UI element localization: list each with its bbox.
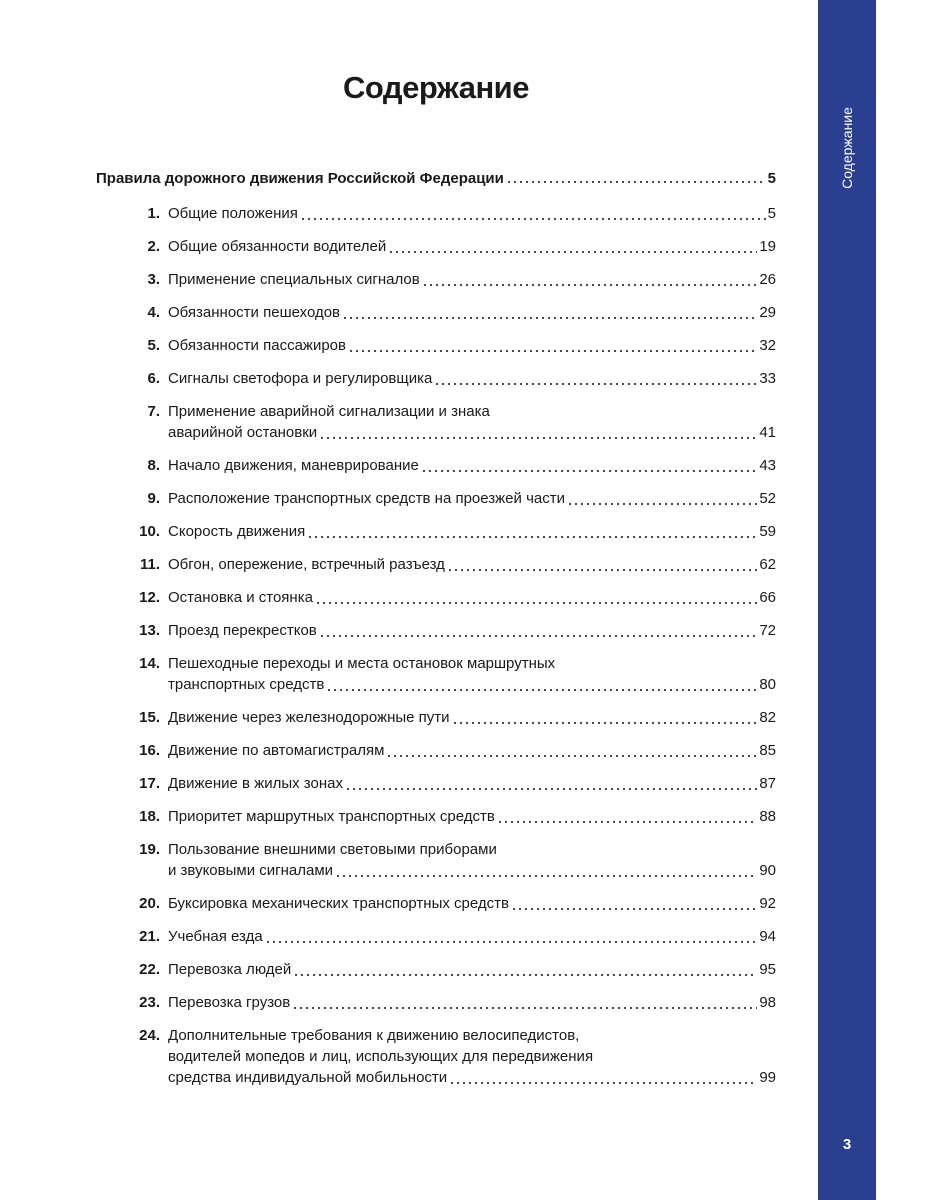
toc-entry-last-line xyxy=(168,674,776,695)
dot-leader xyxy=(449,1082,757,1084)
toc-entry-page: 59 xyxy=(759,523,776,540)
toc-entry-body xyxy=(168,926,776,947)
toc-entry[interactable] xyxy=(96,926,776,947)
toc-entry[interactable] xyxy=(96,959,776,980)
toc-entry-title-line: Учебная езда xyxy=(168,928,263,945)
toc-entry-page: 99 xyxy=(759,1069,776,1086)
toc-entry-body xyxy=(168,959,776,980)
dot-leader xyxy=(567,503,757,505)
dot-leader xyxy=(388,251,757,253)
toc-entry-page: 98 xyxy=(759,994,776,1011)
toc-entry-page: 19 xyxy=(759,238,776,255)
toc-entry-title-line: Общие положения xyxy=(168,205,298,222)
toc-entry-page: 80 xyxy=(759,676,776,693)
toc-entry-number: 16. xyxy=(139,742,160,759)
dot-leader xyxy=(452,722,758,724)
toc-entry[interactable] xyxy=(96,740,776,761)
toc-entry-page: 5 xyxy=(767,205,776,222)
dot-leader xyxy=(511,908,757,910)
toc-entry[interactable] xyxy=(96,302,776,323)
toc-entry-body xyxy=(168,587,776,608)
toc-entry-body xyxy=(168,269,776,290)
toc-entry-last-line xyxy=(168,302,776,323)
toc-entry-body xyxy=(168,620,776,641)
side-tab-label: Содержание xyxy=(839,107,855,189)
dot-leader xyxy=(497,821,757,823)
toc-entry-body xyxy=(168,203,776,224)
toc-entry-number: 8. xyxy=(147,457,160,474)
toc-entry[interactable] xyxy=(96,488,776,509)
toc-entry-last-line xyxy=(168,1067,776,1088)
toc-part-entry[interactable] xyxy=(96,157,776,187)
toc-entry[interactable] xyxy=(96,554,776,575)
toc-entry-number: 3. xyxy=(147,271,160,288)
toc-entry-number: 10. xyxy=(139,523,160,540)
toc-entry-number: 20. xyxy=(139,895,160,912)
toc-entry-body xyxy=(168,302,776,323)
toc-entry-page: 33 xyxy=(759,370,776,387)
toc-entry-body xyxy=(168,773,776,794)
toc-entry[interactable] xyxy=(96,368,776,389)
toc-entry-number: 24. xyxy=(139,1027,160,1044)
toc-entry-number: 5. xyxy=(147,337,160,354)
dot-leader xyxy=(319,635,758,637)
toc-entry-number: 18. xyxy=(139,808,160,825)
toc-entry-number: 12. xyxy=(139,589,160,606)
toc-entry-body xyxy=(168,1025,776,1088)
toc-entry-page: 72 xyxy=(759,622,776,639)
dot-leader xyxy=(300,218,766,220)
toc-entry-last-line xyxy=(168,926,776,947)
toc-entry-title-line: аварийной остановки xyxy=(168,424,318,441)
toc-entry-title-line: Применение аварийной сигнализации и знака xyxy=(168,403,490,420)
toc-entry-last-line xyxy=(168,959,776,980)
toc-entry-last-line xyxy=(168,455,776,476)
toc-entry-page: 41 xyxy=(759,424,776,441)
dot-leader xyxy=(386,755,757,757)
table-of-contents xyxy=(96,157,776,1100)
toc-part-title: Правила дорожного движения Российской Федерации xyxy=(96,170,504,187)
toc-entry-title-line: Начало движения, маневрирование xyxy=(168,457,419,474)
toc-entry-body xyxy=(168,839,776,881)
toc-entry-title-line: Общие обязанности водителей xyxy=(168,238,387,255)
toc-entry[interactable] xyxy=(96,401,776,443)
dot-leader xyxy=(422,284,758,286)
toc-entry[interactable] xyxy=(96,707,776,728)
dot-leader xyxy=(348,350,757,352)
toc-entry-last-line xyxy=(168,860,776,881)
toc-entry-body xyxy=(168,554,776,575)
toc-entry[interactable] xyxy=(96,455,776,476)
dot-leader xyxy=(447,569,757,571)
toc-entry-page: 87 xyxy=(759,775,776,792)
toc-entry-title-line: Дополнительные требования к движению велосипедистов, xyxy=(168,1027,580,1044)
dot-leader xyxy=(319,437,757,439)
toc-entry-title-line: Обгон, опережение, встречный разъезд xyxy=(168,556,445,573)
dot-leader xyxy=(265,941,758,943)
toc-entry-number: 9. xyxy=(147,490,160,507)
toc-entry-body xyxy=(168,335,776,356)
toc-entry[interactable] xyxy=(96,236,776,257)
toc-entry-title-line: Пользование внешними световыми приборами xyxy=(168,841,497,858)
toc-entry-body xyxy=(168,653,776,695)
toc-part-page: 5 xyxy=(767,170,776,187)
dot-leader xyxy=(421,470,757,472)
toc-entry-page: 95 xyxy=(759,961,776,978)
dot-leader xyxy=(434,383,757,385)
toc-entry-body xyxy=(168,455,776,476)
toc-entry-title-line: Проезд перекрестков xyxy=(168,622,317,639)
dot-leader xyxy=(307,536,757,538)
toc-entry-page: 32 xyxy=(759,337,776,354)
toc-entry-page: 82 xyxy=(759,709,776,726)
toc-entry-title-line: Перевозка грузов xyxy=(168,994,291,1011)
toc-entry[interactable] xyxy=(96,620,776,641)
toc-entry-last-line xyxy=(168,992,776,1013)
dot-leader xyxy=(326,689,757,691)
toc-entry[interactable] xyxy=(96,839,776,881)
toc-entry-page: 26 xyxy=(759,271,776,288)
toc-entry-page: 29 xyxy=(759,304,776,321)
toc-entry[interactable] xyxy=(96,806,776,827)
toc-entry-page: 94 xyxy=(759,928,776,945)
toc-entry[interactable] xyxy=(96,992,776,1013)
toc-entry-page: 66 xyxy=(759,589,776,606)
toc-entry-number: 19. xyxy=(139,841,160,858)
toc-entry-page: 90 xyxy=(759,862,776,879)
toc-entry-last-line xyxy=(168,269,776,290)
toc-entry-number: 11. xyxy=(139,556,160,573)
toc-entry-title-line: водителей мопедов и лиц, использующих для передвижения xyxy=(168,1048,594,1065)
toc-entry-number: 1. xyxy=(147,205,160,222)
toc-entry[interactable] xyxy=(96,653,776,695)
toc-entry-last-line xyxy=(168,806,776,827)
toc-entry-body xyxy=(168,521,776,542)
dot-leader xyxy=(292,1007,757,1009)
toc-entry-last-line xyxy=(168,521,776,542)
toc-entry-page: 88 xyxy=(759,808,776,825)
toc-entry-title-line: Пешеходные переходы и места остановок маршрутных xyxy=(168,655,556,672)
toc-entry-title-line: средства индивидуальной мобильности xyxy=(168,1069,448,1086)
toc-entry-title-line: Применение специальных сигналов xyxy=(168,271,420,288)
dot-leader xyxy=(315,602,757,604)
toc-entry-page: 92 xyxy=(759,895,776,912)
toc-entry[interactable] xyxy=(96,893,776,914)
toc-entry-title-line: Буксировка механических транспортных средств xyxy=(168,895,509,912)
toc-entry[interactable] xyxy=(96,203,776,224)
toc-entry-last-line xyxy=(168,203,776,224)
toc-entry-title-line: Скорость движения xyxy=(168,523,306,540)
toc-entry-title-line: Обязанности пассажиров xyxy=(168,337,346,354)
toc-entry-title-line: Обязанности пешеходов xyxy=(168,304,341,321)
dot-leader xyxy=(293,974,757,976)
toc-entry[interactable] xyxy=(96,335,776,356)
toc-entry-body xyxy=(168,707,776,728)
toc-entry-page: 52 xyxy=(759,490,776,507)
toc-entry-page: 43 xyxy=(759,457,776,474)
toc-entry-last-line xyxy=(168,620,776,641)
toc-entry-last-line xyxy=(168,488,776,509)
toc-entry-last-line xyxy=(168,554,776,575)
toc-entry[interactable] xyxy=(96,269,776,290)
side-tab xyxy=(818,0,876,1200)
dot-leader xyxy=(342,317,757,319)
toc-entry-body xyxy=(168,488,776,509)
toc-entry-title-line: Движение через железнодорожные пути xyxy=(168,709,450,726)
toc-entry-last-line xyxy=(168,422,776,443)
toc-entry-title-line: транспортных средств xyxy=(168,676,325,693)
toc-entry-last-line xyxy=(168,893,776,914)
toc-entry-body xyxy=(168,806,776,827)
toc-entry-number: 17. xyxy=(139,775,160,792)
toc-entry-number: 7. xyxy=(147,403,160,420)
toc-entry-body xyxy=(168,236,776,257)
toc-entry-last-line xyxy=(168,587,776,608)
page-number: 3 xyxy=(842,1136,852,1153)
toc-entry-number: 13. xyxy=(139,622,160,639)
toc-entry-number: 6. xyxy=(147,370,160,387)
toc-entry-number: 15. xyxy=(139,709,160,726)
toc-entry-title-line: Остановка и стоянка xyxy=(168,589,313,606)
toc-entry[interactable] xyxy=(96,587,776,608)
toc-entry[interactable] xyxy=(96,1025,776,1088)
toc-entry-last-line xyxy=(168,773,776,794)
toc-entry-last-line xyxy=(168,368,776,389)
toc-entry-page: 85 xyxy=(759,742,776,759)
toc-entry-body xyxy=(168,401,776,443)
toc-entry-title-line: Расположение транспортных средств на проезжей части xyxy=(168,490,565,507)
toc-entry[interactable] xyxy=(96,773,776,794)
toc-entry-last-line xyxy=(168,707,776,728)
toc-entry-title-line: Приоритет маршрутных транспортных средств xyxy=(168,808,495,825)
toc-entry-number: 23. xyxy=(139,994,160,1011)
toc-entry-number: 4. xyxy=(147,304,160,321)
toc-entry-number: 14. xyxy=(139,655,160,672)
toc-entry-body xyxy=(168,893,776,914)
toc-entry-title-line: Сигналы светофора и регулировщика xyxy=(168,370,433,387)
toc-entry-title-line: Перевозка людей xyxy=(168,961,292,978)
toc-entry-last-line xyxy=(168,740,776,761)
toc-entry-title-line: Движение в жилых зонах xyxy=(168,775,343,792)
dot-leader xyxy=(506,181,766,183)
toc-entry-body xyxy=(168,992,776,1013)
dot-leader xyxy=(335,875,757,877)
page-title: Содержание xyxy=(343,70,529,105)
dot-leader xyxy=(345,788,757,790)
toc-entry-number: 21. xyxy=(139,928,160,945)
toc-entry-number: 22. xyxy=(139,961,160,978)
toc-entry-number: 2. xyxy=(147,238,160,255)
toc-entry-title-line: Движение по автомагистралям xyxy=(168,742,385,759)
toc-entry-page: 62 xyxy=(759,556,776,573)
toc-entry-last-line xyxy=(168,236,776,257)
toc-entry[interactable] xyxy=(96,521,776,542)
toc-entry-body xyxy=(168,368,776,389)
toc-entry-title-line: и звуковыми сигналами xyxy=(168,862,334,879)
toc-entry-last-line xyxy=(168,335,776,356)
toc-entry-body xyxy=(168,740,776,761)
